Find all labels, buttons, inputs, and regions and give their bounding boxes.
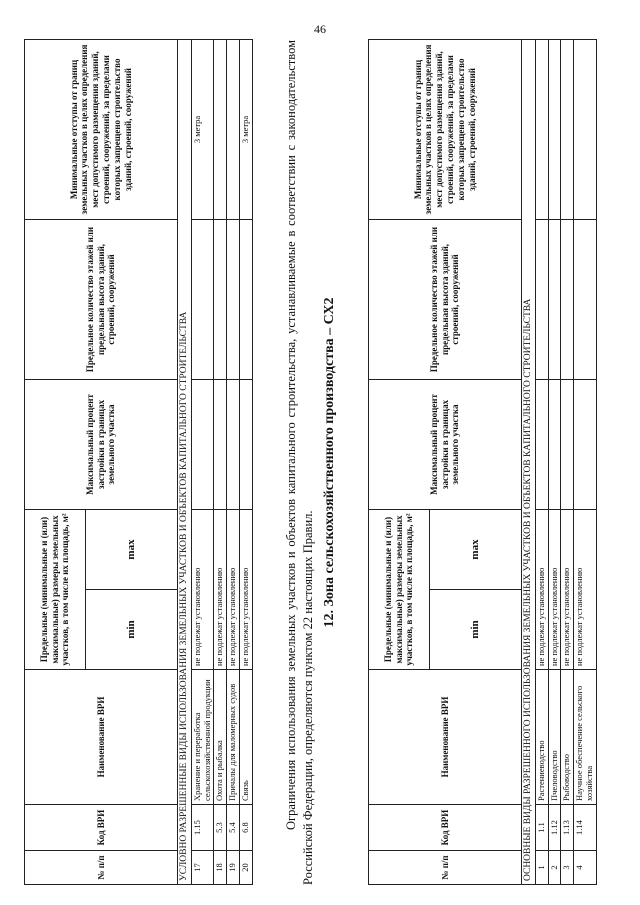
zone-title: 12. Зона сельскохозяйственного производства – СХ2 [322,297,337,628]
cell-setback [227,39,240,219]
table-row [535,39,548,884]
cell-code: 1.12 [548,805,561,851]
header-floors: Предельное количество этажей или предельная высота зданий, строений, сооружений [25,219,178,379]
cell-code: 5.4 [227,805,240,851]
header-num: № п/п [369,851,522,885]
rotated-page-content [20,40,620,885]
header-max-percent: Максимальный процент застройки в границах земельного участка [25,379,178,509]
cell-num: 17 [191,851,214,885]
header-max: max [86,509,178,589]
header-area-group: Предельные (минимальные и (или) максимальные) размеры земельных участков, в том числе их площадь, м² [25,509,86,669]
header-max-percent: Максимальный процент застройки в границах земельного участка [369,379,522,509]
table-row [548,39,561,884]
cell-name: Рыбоводство [561,670,574,805]
cell-num: 2 [548,851,561,885]
cell-area: не подлежат установлению [535,509,548,669]
cell-setback: 3 метра [191,39,214,219]
cell-num: 19 [227,851,240,885]
cell-name: Пчеловодство [548,670,561,805]
table-row [574,39,597,884]
section-row [522,39,536,884]
page-number: 46 [314,22,326,36]
cell-code: 1.13 [561,805,574,851]
header-setbacks: Минимальные отступы от границ земельных участков в целях определения мест допустимого размещения зданий, строений, сооружений, за пределами которых запрещено строительство зданий, строений, сооружений [369,39,522,219]
cell-name: Причалы для маломерных судов [227,670,240,805]
cell-name: Охота и рыбалка [214,670,227,805]
header-code: Код ВРИ [25,805,178,851]
header-min: min [430,590,522,670]
cell-name: Связь [239,670,252,805]
table-row [239,39,252,884]
header-setbacks: Минимальные отступы от границ земельных участков в целях определения мест допустимого размещения зданий, строений, сооружений, за пределами которых запрещено строительство зданий, строений, сооружений [25,39,178,219]
cell-setback: 3 метра [239,39,252,219]
section-title: УСЛОВНО РАЗРЕШЕННЫЕ ВИДЫ ИСПОЛЬЗОВАНИЯ ЗЕМЕЛЬНЫХ УЧАСТКОВ И ОБЪЕКТОВ КАПИТАЛЬНОГО СТРОИТЕЛЬСТВА [178,39,192,884]
table-row [561,39,574,884]
cell-code: 6.8 [239,805,252,851]
table-header-row [369,39,430,884]
cell-num: 20 [239,851,252,885]
cell-code: 1.15 [191,805,214,851]
cell-area: не подлежат установлению [239,509,252,669]
cell-area: не подлежат установлению [548,509,561,669]
header-code: Код ВРИ [369,805,522,851]
cell-area: не подлежат установлению [191,509,214,669]
cell-area: не подлежат установлению [561,509,574,669]
cell-code: 1.1 [535,805,548,851]
header-floors: Предельное количество этажей или предельная высота зданий, строений, сооружений [369,219,522,379]
table-conditional-uses [24,39,253,885]
header-name: Наименование ВРИ [369,670,522,805]
cell-code: 5.3 [214,805,227,851]
header-name: Наименование ВРИ [25,670,178,805]
header-num: № п/п [25,851,178,885]
cell-name: Растениеводство [535,670,548,805]
table-row [214,39,227,884]
table-header-row [25,39,86,884]
table-row [227,39,240,884]
cell-area: не подлежат установлению [227,509,240,669]
header-min: min [86,590,178,670]
cell-num: 1 [535,851,548,885]
cell-name: Хранение и переработка сельскохозяйственной продукции [191,670,214,805]
section-row [178,39,192,884]
cell-code: 1.14 [574,805,597,851]
cell-num: 4 [574,851,597,885]
restrictions-paragraph: Ограничения использования земельных участков и объектов капитального строительства, устанавливаемые в соответствии с законодательством Российской Федерации, определяются пунктом 22 настоящих Правил. [284,40,315,885]
header-max: max [430,509,522,589]
cell-num: 18 [214,851,227,885]
cell-name: Научное обеспечение сельского хозяйства [574,670,597,805]
section-title: ОСНОВНЫЕ ВИДЫ РАЗРЕШЕННОГО ИСПОЛЬЗОВАНИЯ ЗЕМЕЛЬНЫХ УЧАСТКОВ И ОБЪЕКТОВ КАПИТАЛЬНОГО СТРОИТЕЛЬСТВА [522,39,536,884]
table-row [191,39,214,884]
header-area-group: Предельные (минимальные и (или) максимальные) размеры земельных участков, в том числе их площадь, м² [369,509,430,669]
cell-area: не подлежат установлению [214,509,227,669]
cell-area: не подлежат установлению [574,509,597,669]
cell-setback [214,39,227,219]
cell-num: 3 [561,851,574,885]
table-main-uses [368,39,597,885]
